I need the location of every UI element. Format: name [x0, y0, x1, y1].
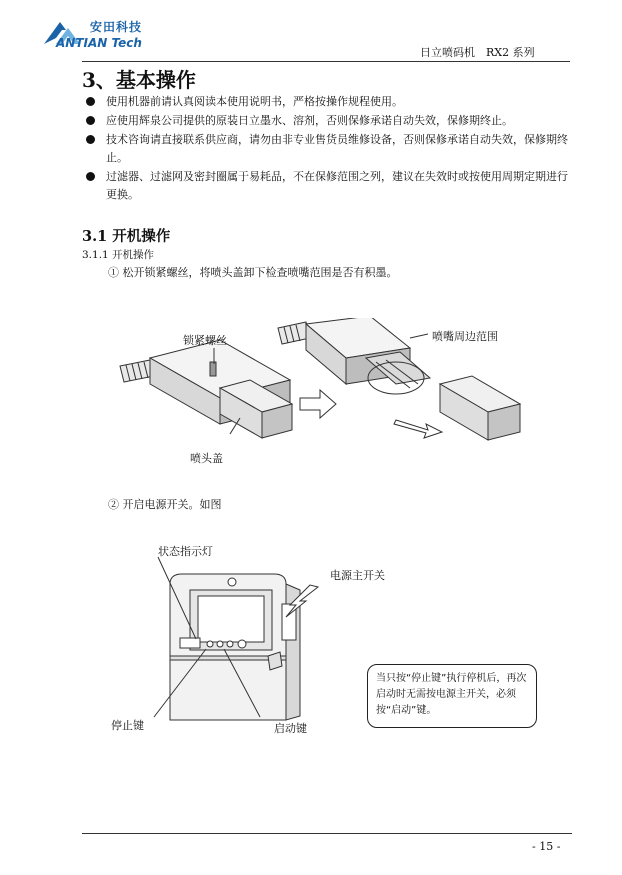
- step-1-text: ① 松开锁紧螺丝，将喷头盖卸下检查喷嘴范围是否有积墨。: [108, 266, 398, 279]
- bullet-icon: [86, 135, 95, 144]
- list-item: 使用机器前请认真阅读本使用说明书，严格按操作规程使用。: [84, 93, 572, 111]
- label-nozzle-area: 喷嘴周边范围: [432, 330, 498, 343]
- notice-list: [84, 93, 572, 205]
- step-2-text: ② 开启电源开关。如图: [108, 498, 222, 511]
- subsection-subtitle: 3.1.1 开机操作: [82, 249, 155, 261]
- bullet-icon: [86, 116, 95, 125]
- label-status-light: 状态指示灯: [158, 545, 213, 558]
- label-stop-key: 停止键: [111, 719, 144, 732]
- list-item: 技术咨询请直接联系供应商，请勿由非专业售货员维修设备，否则保修承诺自动失效，保修期终止。: [84, 131, 572, 167]
- company-logo: [42, 14, 172, 54]
- document-title: 日立喷码机 RX2 系列: [420, 46, 535, 59]
- page-number: - 15 -: [532, 840, 561, 853]
- section-title: 3、基本操作: [82, 68, 196, 92]
- header-rule: [82, 61, 570, 62]
- label-start-key: 启动键: [274, 722, 307, 735]
- label-head-cover: 喷头盖: [190, 452, 223, 465]
- company-name-cn: 安田科技: [90, 20, 143, 34]
- bullet-icon: [86, 172, 95, 181]
- company-name-en: ANTIAN Tech: [56, 36, 142, 50]
- label-power-switch: 电源主开关: [330, 569, 385, 582]
- subsection-title: 3.1 开机操作: [82, 228, 171, 245]
- list-item: 应使用辉泉公司提供的原装日立墨水、溶剂，否则保修承诺自动失效，保修期终止。: [84, 112, 572, 130]
- figure2-leader-lines: [140, 545, 350, 735]
- label-locking-screw: 锁紧螺丝: [183, 334, 227, 347]
- bullet-icon: [86, 97, 95, 106]
- footer-rule: [82, 833, 572, 834]
- list-item: 过滤器、过滤网及密封圈属于易耗品，不在保修范围之列，建议在失效时或按使用周期定期进行更换。: [84, 168, 572, 204]
- restart-note: 当只按“停止键”执行停机后，再次启动时无需按电源主开关，必须按“启动”键。: [367, 664, 537, 728]
